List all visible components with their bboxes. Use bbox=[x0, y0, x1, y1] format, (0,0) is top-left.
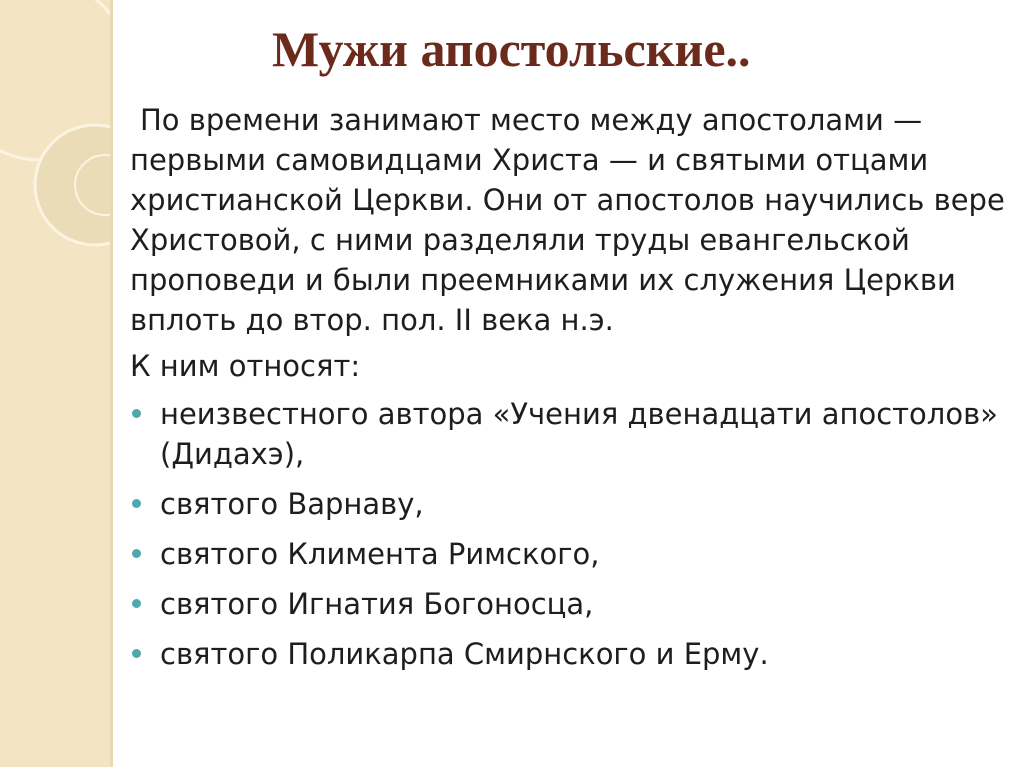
bullet-dot-icon bbox=[132, 599, 141, 608]
list-item bbox=[130, 394, 1010, 474]
decorative-circles-graphic bbox=[0, 0, 110, 767]
intro-paragraph bbox=[130, 100, 1010, 340]
list-item bbox=[130, 534, 1010, 574]
bullet-dot-icon bbox=[132, 499, 141, 508]
decorative-side-band bbox=[0, 0, 110, 767]
bullet-dot-icon bbox=[132, 549, 141, 558]
bullet-dot-icon bbox=[132, 649, 141, 658]
list-item-text: святого Поликарпа Смирнского и Ерму. bbox=[160, 637, 769, 671]
apostolic-fathers-list bbox=[130, 394, 1010, 674]
bullet-dot-icon bbox=[132, 409, 141, 418]
list-item-text: святого Климента Римского, bbox=[160, 537, 600, 571]
slide-title: Мужи апостольские.. bbox=[272, 21, 751, 77]
list-item-text: святого Варнаву, bbox=[160, 487, 424, 521]
intro-paragraph-text: По времени занимают место между апостолами — первыми самовидцами Христа — и святыми отцами христианской Церкви. Они от апостолов научились вере Христовой, с ними разделяли труды евангельской проповеди и были преемниками их служения Церкви вплоть до втор. пол. II века н.э. bbox=[130, 103, 1005, 337]
list-item bbox=[130, 484, 1010, 524]
list-item bbox=[130, 634, 1010, 674]
slide-body bbox=[130, 100, 1010, 684]
list-item-text: святого Игнатия Богоносца, bbox=[160, 587, 594, 621]
list-item bbox=[130, 584, 1010, 624]
list-lead-text: К ним относят: bbox=[130, 349, 361, 383]
list-item-text: неизвестного автора «Учения двенадцати апостолов» (Дидахэ), bbox=[160, 397, 998, 471]
band-divider bbox=[110, 0, 113, 767]
